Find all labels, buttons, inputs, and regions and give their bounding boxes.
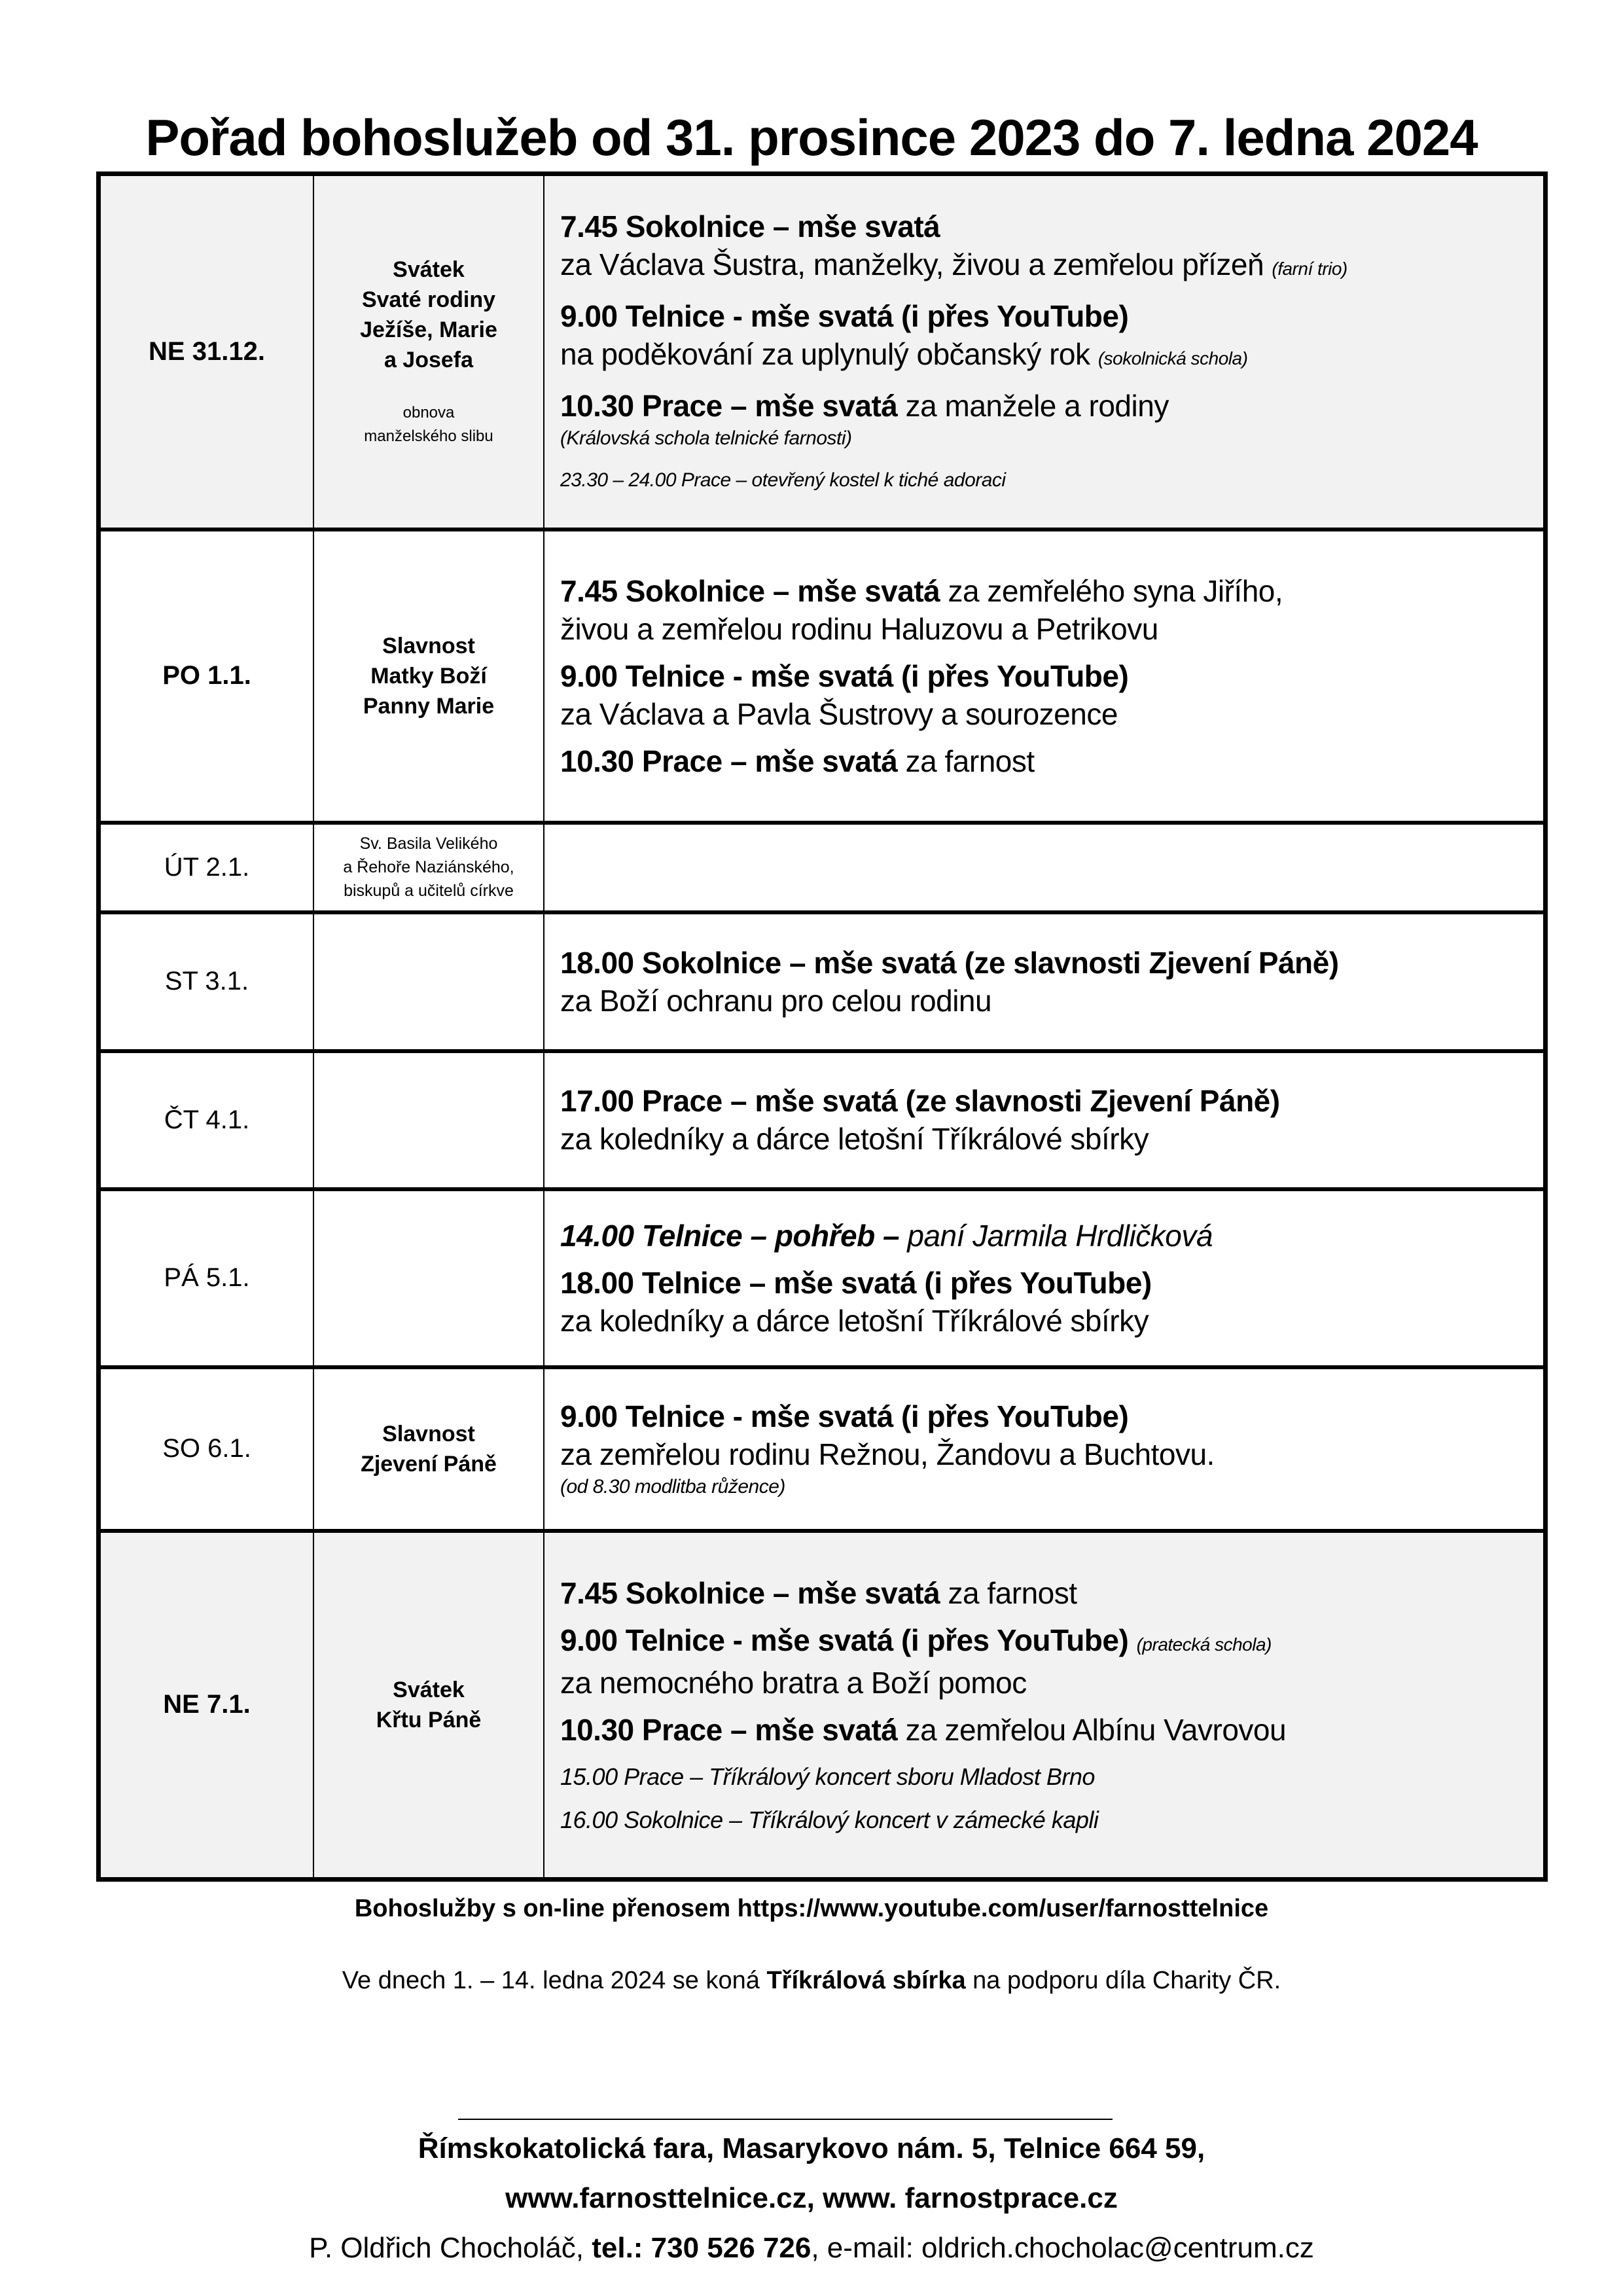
day-cell: ST 3.1. [99, 912, 314, 1051]
events-cell [544, 1189, 1546, 1367]
feast-cell [313, 1051, 544, 1189]
feast-name: Slavnost Zjevení Páně [361, 1421, 497, 1477]
schedule-table [96, 171, 1548, 1882]
table-row [99, 174, 1546, 529]
footer-divider [458, 2119, 1113, 2120]
parish-websites: www.farnosttelnice.cz, www. farnostprace.cz [505, 2182, 1118, 2214]
event-item: 18.00 Telnice – mše svatá (i přes YouTube) za koledníky a dárce letošní Tříkrálové sbírky [560, 1265, 1152, 1338]
day-cell: NE 7.1. [99, 1531, 314, 1880]
event-item: 10.30 Prace – mše svatá za zemřelou Albínu Vavrovou [560, 1713, 1287, 1748]
feast-note: obnova manželského slibu [364, 404, 493, 446]
feast-cell [313, 1367, 544, 1531]
feast-cell [313, 529, 544, 823]
event-item: 15.00 Prace – Tříkrálový koncert sboru Mladost Brno [560, 1763, 1095, 1791]
feast-cell: Sv. Basila Velikého a Řehoře Naziánského, biskupů a učitelů církve [313, 823, 544, 912]
feast-name: Slavnost Matky Boží Panny Marie [363, 633, 495, 719]
day-cell: SO 6.1. [99, 1367, 314, 1531]
event-item: 17.00 Prace – mše svatá (ze slavnosti Zjevení Páně) za koledníky a dárce letošní Tříkrálové sbírky [560, 1084, 1280, 1156]
event-item: 9.00 Telnice - mše svatá (i přes YouTube) za zemřelou rodinu Režnou, Žandovu a Buchtovu. (od 8.30 modlitba růžence) [560, 1399, 1215, 1498]
feast-cell [313, 174, 544, 529]
event-item: 16.00 Sokolnice – Tříkrálový koncert v zámecké kapli [560, 1806, 1099, 1834]
event-item: 23.30 – 24.00 Prace – otevřený kostel k tiché adoraci [560, 469, 1006, 492]
table-row [99, 1367, 1546, 1531]
event-item: 10.30 Prace – mše svatá za farnost [560, 744, 1035, 778]
event-item: 7.45 Sokolnice – mše svatá za zemřelého syna Jiřího, živou a zemřelou rodinu Haluzovu a Petrikovu [560, 573, 1283, 646]
day-cell: ÚT 2.1. [99, 823, 314, 912]
feast-name: Svátek Křtu Páně [376, 1677, 482, 1732]
page-title: Pořad bohoslužeb od 31. prosince 2023 do 7. ledna 2024 [145, 109, 1478, 166]
feast-cell [313, 1189, 544, 1367]
event-item: 18.00 Sokolnice – mše svatá (ze slavnosti Zjevení Páně) za Boží ochranu pro celou rodinu [560, 945, 1339, 1018]
event-item: 7.45 Sokolnice – mše svatá za Václava Šustra, manželky, živou a zemřelou přízeň (farní trio) [560, 209, 1347, 282]
collection-note: Ve dnech 1. – 14. ledna 2024 se koná Tříkrálová sbírka na podporu díla Charity ČR. [342, 1967, 1281, 1994]
parish-address: Římskokatolická fara, Masarykovo nám. 5, Telnice 664 59, [418, 2132, 1205, 2164]
online-broadcast-note: Bohoslužby s on-line přenosem https://www.youtube.com/user/farnosttelnice [354, 1895, 1269, 1922]
event-item: 10.30 Prace – mše svatá za manžele a rodiny (Královská schola telnické farnosti) [560, 389, 1169, 450]
day-cell: PO 1.1. [99, 529, 314, 823]
table-row [99, 823, 1546, 912]
events-cell [544, 1051, 1546, 1189]
contact-line: P. Oldřich Chocholáč, tel.: 730 526 726, e-mail: oldrich.chocholac@centrum.cz [309, 2232, 1314, 2264]
table-row [99, 529, 1546, 823]
events-cell [544, 174, 1546, 529]
table-row [99, 1051, 1546, 1189]
table-row [99, 1531, 1546, 1880]
event-item: 14.00 Telnice – pohřeb – paní Jarmila Hrdličková [560, 1218, 1213, 1253]
day-cell: NE 31.12. [99, 174, 314, 529]
events-cell [544, 1531, 1546, 1880]
events-cell [544, 823, 1546, 912]
events-cell [544, 529, 1546, 823]
event-item: 9.00 Telnice - mše svatá (i přes YouTube) (pratecká schola) za nemocného bratra a Boží pomoc [560, 1623, 1272, 1700]
table-row [99, 912, 1546, 1051]
feast-cell [313, 1531, 544, 1880]
event-item: 7.45 Sokolnice – mše svatá za farnost [560, 1576, 1077, 1611]
feast-name: Svátek Svaté rodiny Ježíše, Marie a Josefa [360, 257, 497, 373]
day-cell: PÁ 5.1. [99, 1189, 314, 1367]
table-row [99, 1189, 1546, 1367]
feast-cell [313, 912, 544, 1051]
event-item: 9.00 Telnice - mše svatá (i přes YouTube) na poděkování za uplynulý občanský rok (sokolnická schola) [560, 299, 1248, 372]
event-item: 9.00 Telnice - mše svatá (i přes YouTube) za Václava a Pavla Šustrovy a sourozence [560, 658, 1129, 731]
events-cell [544, 1367, 1546, 1531]
events-cell [544, 912, 1546, 1051]
day-cell: ČT 4.1. [99, 1051, 314, 1189]
